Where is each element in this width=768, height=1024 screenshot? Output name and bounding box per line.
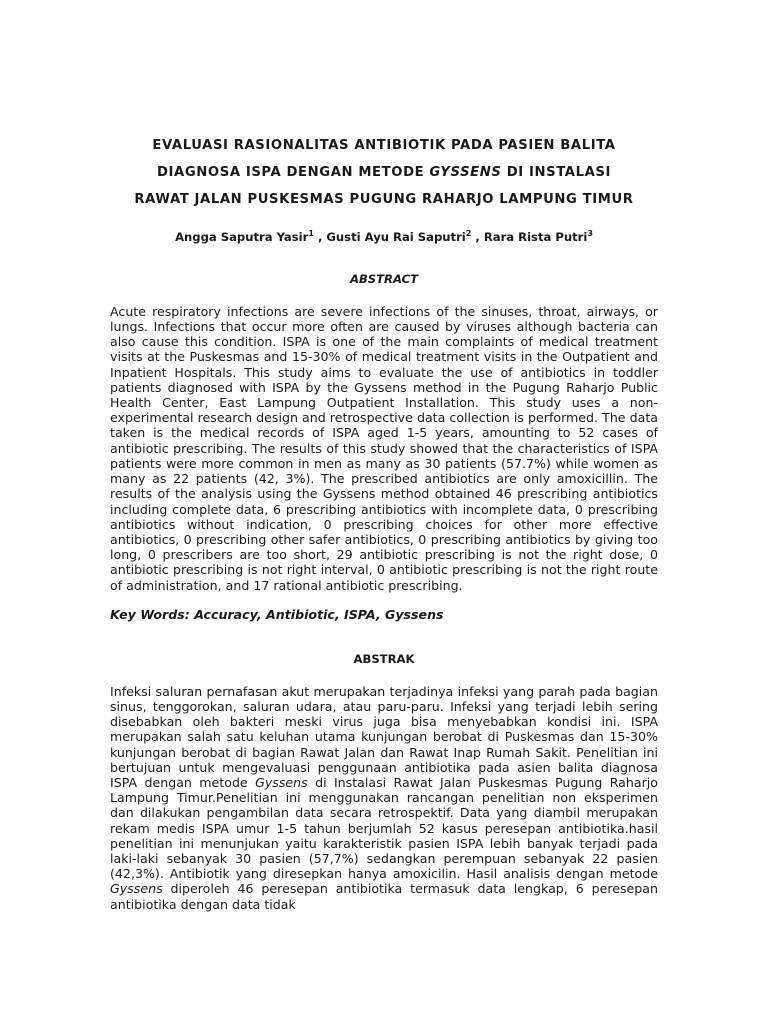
paper-title bbox=[110, 132, 658, 213]
abstrak-italic-1: Gyssens bbox=[255, 774, 308, 790]
abstract-heading: ABSTRACT bbox=[349, 271, 419, 286]
author-1-affiliation: 1 bbox=[308, 229, 314, 238]
abstract-body: Acute respiratory infections are severe infections of the sinuses, throat, airways, or lungs. Infections that occur more often are caused by viruses although bacteria can also cause this condition. ISPA is one of the main complaints of medical treatment visits at the Puskesmas and 15-30% of medical treatment visits in the Outpatient and Inpatient Hospitals. This study aims to evaluate the use of antibiotics in toddler patients diagnosed with ISPA by the Gyssens method in the Pugung Raharjo Public Health Center, East Lampung Outpatient Installation. This study uses a non-experimental research design and retrospective data collection is performed. The data taken is the medical records of ISPA aged 1-5 years, amounting to 52 cases of antibiotic prescribing. The results of this study showed that the characteristics of ISPA patients were more common in men as many as 30 patients (57.7%) while women as many as 22 patients (42, 3%). The prescribed antibiotics are only amoxicillin. The results of the analysis using the Gyssens method obtained 46 prescribing antibiotics including complete data, 6 prescribing antibiotics with incomplete data, 0 prescribing antibiotics without indication, 0 prescribing choices for other more effective antibiotics, 0 prescribing other safer antibiotics, 0 prescribing antibiotics by giving too long, 0 prescribers are too short, 29 antibiotic prescribing is not the right dose, 0 antibiotic prescribing is not right interval, 0 antibiotic prescribing is not the right route of administration, and 17 rational antibiotic prescribing. bbox=[110, 303, 658, 593]
title-line-2-post: DI INSTALASI bbox=[501, 165, 611, 180]
author-separator-2: , bbox=[471, 229, 484, 244]
author-1: Angga Saputra Yasir bbox=[175, 229, 309, 244]
author-2: Gusti Ayu Rai Saputri bbox=[326, 229, 466, 244]
author-3-affiliation: 3 bbox=[587, 229, 593, 238]
abstrak-heading: ABSTRAK bbox=[353, 651, 415, 666]
paper-page bbox=[110, 132, 658, 924]
abstrak-body bbox=[110, 684, 658, 912]
title-line-2-pre: DIAGNOSA ISPA DENGAN METODE bbox=[157, 165, 430, 180]
abstrak-text-1: Infeksi saluran pernafasan akut merupakan terjadinya infeksi yang parah pada bagian sinus, tenggorokan, saluran udara, atau paru-paru. Infeksi yang terjadi lebih sering disebabkan oleh bakteri meski virus juga bisa menyebabkan kondisi ini. ISPA merupakan salah satu keluhan utama kunjungan berobat di Puskesmas dan 15-30% kunjungan berobat di bagian Rawat Jalan dan Rawat Inap Rumah Sakit. Penelitian ini bertujuan untuk mengevaluasi penggunaan antibiotika pada asien balita diagnosa ISPA dengan metode bbox=[110, 683, 658, 790]
abstrak-text-2: di Instalasi Rawat Jalan Puskesmas Pugung Raharjo Lampung Timur.Penelitian ini menggunakan rancangan penelitian non eksperimen dan dilakukan pengambilan data secara retrospektif. Data yang diambil merupakan rekam medis ISPA umur 1-5 tahun berjumlah 52 kasus peresepan antibiotika.hasil penelitian ini menunjukan yaitu karakteristik pasien ISPA lebih banyak terjadi pada laki-laki sebanyak 30 pasien (57,7%) sedangkan perempuan sebanyak 22 pasien (42,3%). Antibiotik yang diresepkan hanya amoxicilin. Hasil analisis dengan metode bbox=[110, 774, 658, 882]
title-line-1: EVALUASI RASIONALITAS ANTIBIOTIK PADA PASIEN BALITA bbox=[152, 138, 616, 153]
author-3: Rara Rista Putri bbox=[483, 229, 588, 244]
title-line-2 bbox=[110, 159, 658, 186]
title-line-3: RAWAT JALAN PUSKESMAS PUGUNG RAHARJO LAMPUNG TIMUR bbox=[134, 192, 634, 207]
author-list bbox=[110, 229, 658, 244]
author-2-affiliation: 2 bbox=[465, 229, 472, 238]
author-separator-1: , bbox=[313, 229, 327, 244]
abstrak-italic-2: Gyssens bbox=[110, 881, 163, 897]
title-line-2-italic: GYSSENS bbox=[429, 165, 502, 180]
keywords: Key Words: Accuracy, Antibiotic, ISPA, Gyssens bbox=[110, 606, 444, 622]
abstrak-text-3: diperoleh 46 peresepan antibiotika termasuk data lengkap, 6 peresepan antibiotika dengan data tidak bbox=[110, 881, 658, 912]
